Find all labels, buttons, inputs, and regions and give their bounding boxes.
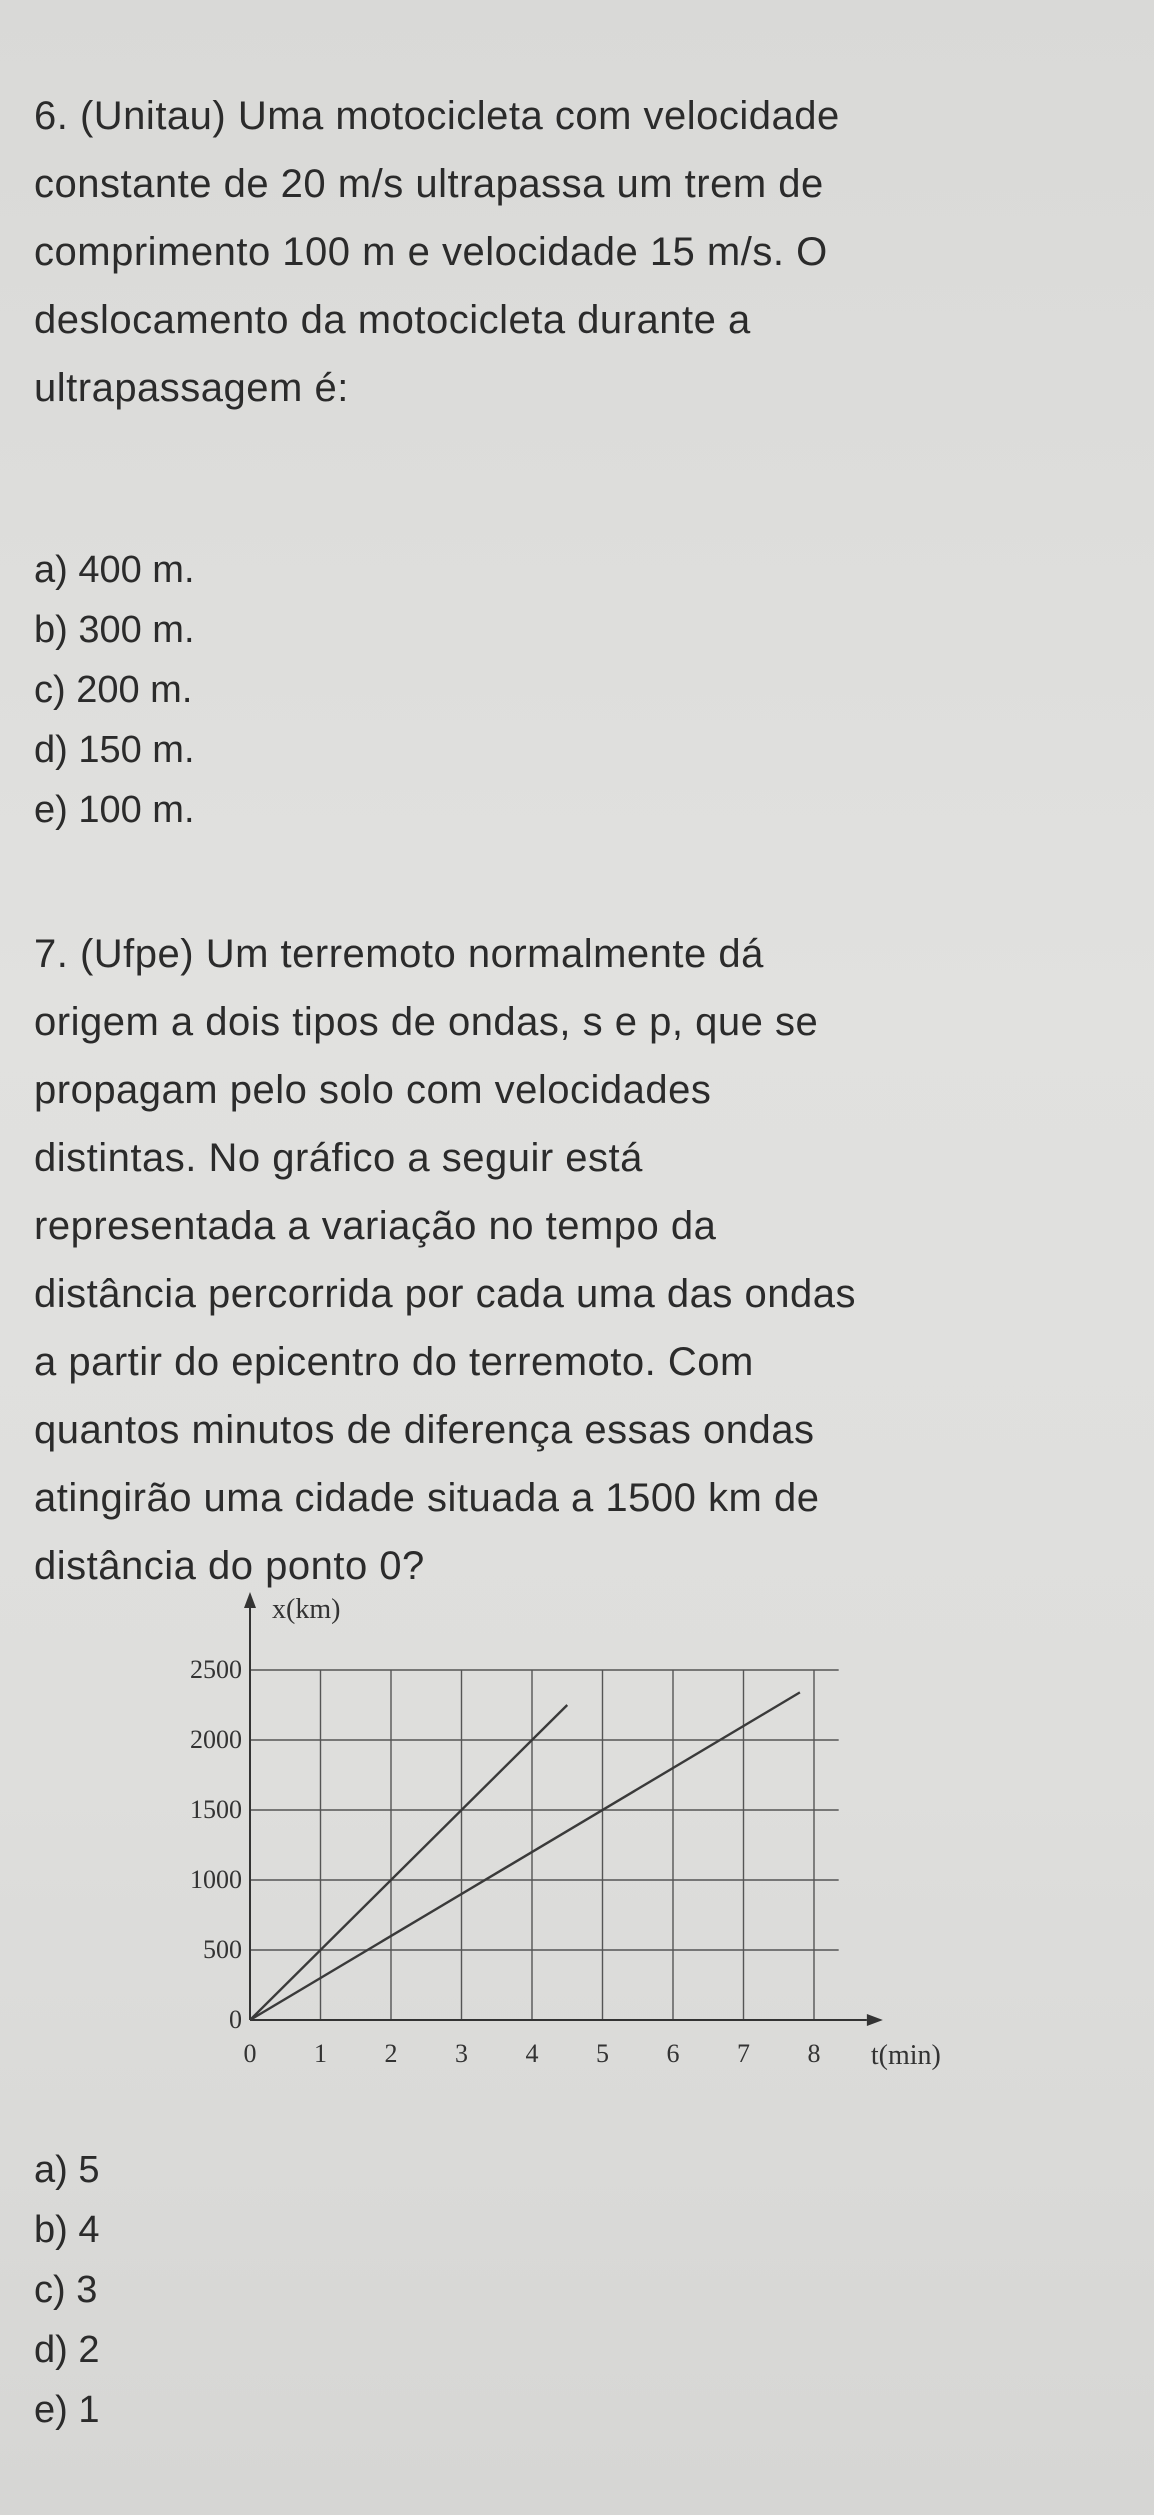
q7-line-5: representada a variação no tempo da xyxy=(34,1204,717,1248)
series-line-p xyxy=(250,1705,567,2020)
y-axis-arrow-icon xyxy=(244,1592,256,1608)
q6-line-5: ultrapassagem é: xyxy=(34,366,349,410)
x-tick-label: 2 xyxy=(384,2039,398,2068)
q7-line-10: distância do ponto 0? xyxy=(34,1544,425,1588)
y-tick-label: 1500 xyxy=(190,1795,242,1824)
x-tick-label: 7 xyxy=(737,2039,750,2068)
q7-option-c[interactable]: c) 3 xyxy=(34,2269,98,2311)
q7-line-9: atingirão uma cidade situada a 1500 km de xyxy=(34,1476,820,1520)
q7-line-2: origem a dois tipos de ondas, s e p, que se xyxy=(34,1000,819,1044)
q7-option-d[interactable]: d) 2 xyxy=(34,2329,100,2371)
q6-line-4: deslocamento da motocicleta durante a xyxy=(34,298,751,342)
x-tick-label: 0 xyxy=(243,2039,257,2068)
q6-option-c[interactable]: c) 200 m. xyxy=(34,669,193,711)
distance-time-chart xyxy=(140,1570,1040,2100)
q7-option-a[interactable]: a) 5 xyxy=(34,2149,100,2191)
q7-line-8: quantos minutos de diferença essas ondas xyxy=(34,1408,815,1452)
q6-option-a[interactable]: a) 400 m. xyxy=(34,549,195,591)
x-tick-label: 5 xyxy=(596,2039,609,2068)
x-tick-label: 8 xyxy=(807,2039,821,2068)
y-tick-label: 0 xyxy=(229,2005,242,2034)
y-tick-label: 2500 xyxy=(190,1655,242,1684)
x-tick-label: 1 xyxy=(314,2039,327,2068)
q6-option-b[interactable]: b) 300 m. xyxy=(34,609,195,651)
y-tick-label: 500 xyxy=(203,1935,242,1964)
y-tick-label: 2000 xyxy=(190,1725,242,1754)
q6-line-2: constante de 20 m/s ultrapassa um trem de xyxy=(34,162,824,206)
y-tick-label: 1000 xyxy=(190,1865,242,1894)
x-tick-label: 4 xyxy=(525,2039,539,2068)
q7-line-3: propagam pelo solo com velocidades xyxy=(34,1068,712,1112)
y-axis-label: x(km) xyxy=(272,1594,341,1625)
q7-line-7: a partir do epicentro do terremoto. Com xyxy=(34,1340,754,1384)
x-axis-arrow-icon xyxy=(867,2014,883,2026)
q6-line-1: 6. (Unitau) Uma motocicleta com velocidade xyxy=(34,94,840,138)
x-tick-label: 6 xyxy=(666,2039,680,2068)
q7-line-4: distintas. No gráfico a seguir está xyxy=(34,1136,643,1180)
x-tick-label: 3 xyxy=(455,2039,468,2068)
q7-option-b[interactable]: b) 4 xyxy=(34,2209,100,2251)
q6-line-3: comprimento 100 m e velocidade 15 m/s. O xyxy=(34,230,828,274)
series-line-s xyxy=(250,1692,800,2020)
q6-option-e[interactable]: e) 100 m. xyxy=(34,789,195,831)
q7-line-6: distância percorrida por cada uma das ondas xyxy=(34,1272,856,1316)
q7-option-e[interactable]: e) 1 xyxy=(34,2389,100,2431)
q6-option-d[interactable]: d) 150 m. xyxy=(34,729,195,771)
q7-line-1: 7. (Ufpe) Um terremoto normalmente dá xyxy=(34,932,764,976)
x-axis-label: t(min) xyxy=(870,2040,941,2071)
